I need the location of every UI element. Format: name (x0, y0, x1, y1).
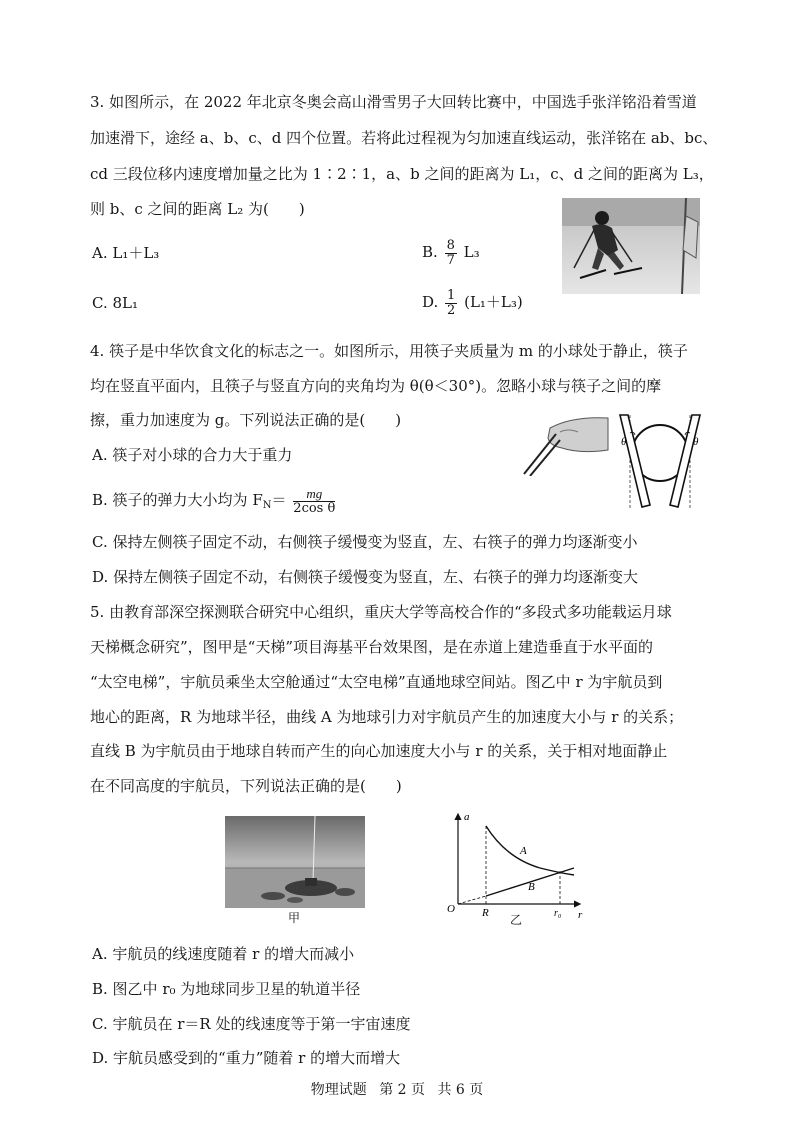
q3-option-a: A. L₁＋L₃ (92, 244, 160, 262)
footer-total: 共 6 页 (437, 1082, 484, 1098)
q3-line-3: cd 三段位移内速度增加量之比为 1∶2∶1，a、b 之间的距离为 L₁，c、d 之间的距离为 L₃， (90, 165, 714, 183)
curve-A-label: A (520, 845, 527, 857)
chopsticks-ball-diagram (616, 409, 704, 511)
line-B-label: B (528, 881, 535, 893)
graph-x-label: r (578, 909, 583, 921)
theta-label-left: θ (621, 436, 627, 448)
q5-line-3: “太空电梯”，宇航员乘坐太空舱通过“太空电梯”直通地球空间站。图乙中 r 为宇航员到 (90, 673, 663, 691)
q3-option-d: D. $\frac{1}{2}$ (L₁＋L₃) (422, 287, 523, 318)
graph-R-label: R (482, 907, 489, 919)
q4-option-b: B. 筷子的弹力大小均为 $F_N=$ $\frac{mg}{\text{2cos θ}}$ (92, 485, 336, 516)
a-r-graph (444, 808, 586, 924)
q4-line-2: 均在竖直平面内，且筷子与竖直方向的夹角均为 θ(θ＜30°)。忽略小球与筷子之间的摩 (90, 377, 662, 395)
curve-A (486, 826, 574, 875)
q5-line-6: 在不同高度的宇航员，下列说法正确的是( ) (90, 777, 402, 795)
q5-line-5: 直线 B 为宇航员由于地球自转而产生的向心加速度大小与 r 的关系，关于相对地面静止 (90, 742, 668, 760)
q5-option-a: A. 宇航员的线速度随着 r 的增大而减小 (92, 945, 355, 963)
q5-line-4: 地心的距离，R 为地球半径，曲线 A 为地球引力对宇航员产生的加速度大小与 r 的关系； (90, 708, 684, 726)
fig-jia-caption: 甲 (288, 911, 301, 925)
q3-option-c: C. 8L₁ (92, 294, 138, 312)
page-footer (0, 1079, 794, 1099)
footer-page: 第 2 页 (379, 1082, 425, 1098)
q3-line-2: 加速滑下，途经 a、b、c、d 四个位置。若将此过程视为匀加速直线运动，张洋铭在 ab、bc、 (90, 129, 718, 147)
q4-option-d: D. 保持左侧筷子固定不动，右侧筷子缓慢变为竖直，左、右筷子的弹力均逐渐变大 (92, 568, 639, 586)
q4-option-a: A. 筷子对小球的合力大于重力 (92, 446, 293, 464)
q5-line-2: 天梯概念研究”，图甲是“天梯”项目海基平台效果图，是在赤道上建造垂直于水平面的 (90, 638, 654, 656)
graph-y-label: a (464, 811, 470, 823)
q5-option-d: D. 宇航员感受到的“重力”随着 r 的增大而增大 (92, 1049, 401, 1067)
q3-line-4: 则 b、c 之间的距离 L₂ 为( ) (90, 200, 305, 218)
q4-line-1: 4. 筷子是中华饮食文化的标志之一。如图所示，用筷子夹质量为 m 的小球处于静止，筷子 (90, 342, 688, 360)
footer-subject: 物理试题 (310, 1082, 367, 1098)
sea-platform-photo (225, 816, 365, 908)
q3-option-b: B. $\frac{8}{7}$ L₃ (422, 237, 480, 268)
q5-option-b: B. 图乙中 r₀ 为地球同步卫星的轨道半径 (92, 980, 361, 998)
theta-label-right: θ (693, 436, 699, 448)
chopsticks-photo (520, 410, 610, 476)
q4-option-c: C. 保持左侧筷子固定不动，右侧筷子缓慢变为竖直，左、右筷子的弹力均逐渐变小 (92, 533, 638, 551)
graph-B-dashed (458, 896, 486, 904)
fig-yi-caption: 乙 (510, 913, 523, 927)
q5-option-c: C. 宇航员在 r＝R 处的线速度等于第一宇宙速度 (92, 1015, 411, 1033)
q3-line-1: 3. 如图所示，在 2022 年北京冬奥会高山滑雪男子大回转比赛中，中国选手张洋铭沿着雪道 (90, 93, 697, 111)
q4-line-3: 擦，重力加速度为 g。下列说法正确的是( ) (90, 411, 402, 429)
q5-line-1: 5. 由教育部深空探测联合研究中心组织，重庆大学等高校合作的“多段式多功能载运月球 (90, 603, 672, 621)
graph-r0-label: r₀ (554, 908, 562, 919)
skier-photo (562, 198, 700, 294)
graph-origin-label: O (447, 903, 455, 915)
